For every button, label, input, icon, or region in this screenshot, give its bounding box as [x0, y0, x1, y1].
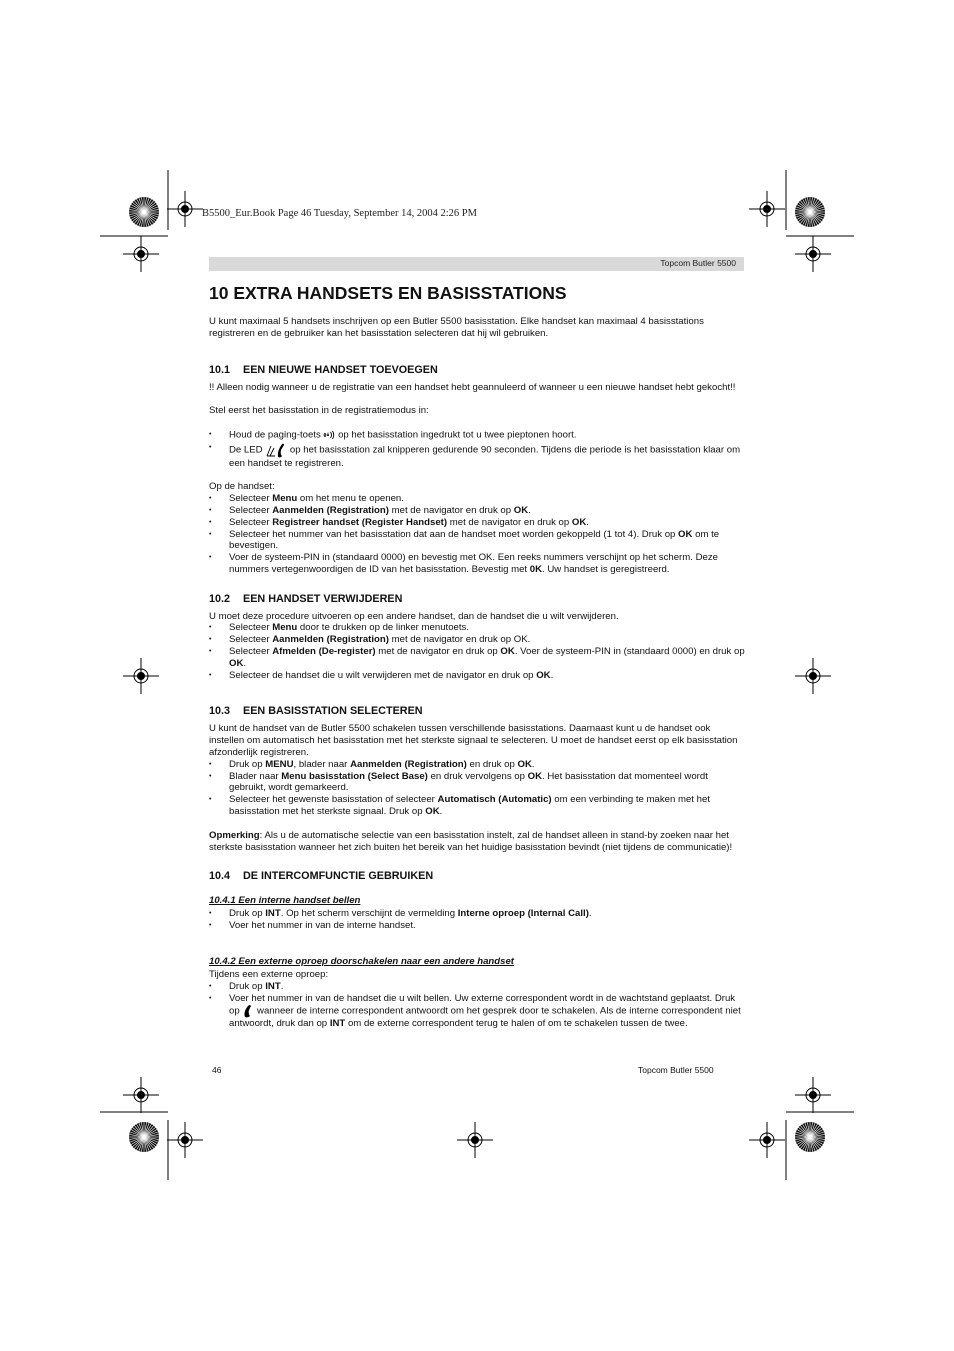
base-steps [209, 429, 745, 469]
handset-steps [209, 493, 745, 576]
section-10-2-intro: U moet deze procedure uitvoeren op een andere handset, dan de handset die u wilt verwijderen. [209, 610, 619, 622]
crosshair-target [123, 236, 159, 272]
footer-title: Topcom Butler 5500 [638, 1065, 714, 1075]
list-item: • Blader naar Menu basisstation (Select Base) en druk vervolgens op OK. Het basisstation dat momenteel wordt gebruikt, wordt gemarkeerd. [209, 771, 745, 795]
section-10-3-intro: U kunt de handset van de Butler 5500 schakelen tussen verschillende basisstations. Daarnaast kunt u de handset ook instellen om automatisch het basisstation met het sterkste signaal te selecteren. U moet de handset eerst op elk basisstation afzonderlijk registreren. [209, 723, 738, 759]
section-10-3-title: 10.3 EEN BASISSTATION SELECTEREN [209, 705, 423, 718]
page-content [209, 280, 745, 1030]
list-item: • Voer het nummer in van de handset die u wilt bellen. Uw externe correspondent wordt in de wachtstand geplaatst. Druk op wanneer de interne correspondent antwoordt om het gesprek door te schakelen. Als de interne correspondent niet antwoordt, druk dan op INT om de externe correspondent terug te halen of om te schakelen tussen de twee. [209, 993, 745, 1031]
list-item: • Houd de paging-toets op het basisstation ingedrukt tot u twee pieptonen hoort. [209, 429, 745, 441]
handset-intro: Op de handset: [209, 481, 275, 493]
list-item: • Voer het nummer in van de interne handset. [209, 920, 745, 932]
paging-icon [323, 429, 335, 441]
page-number: 46 [212, 1065, 222, 1075]
list-item: • Selecteer Registreer handset (Register Handset) met de navigator en druk op OK. [209, 517, 745, 529]
internal-call-steps [209, 908, 745, 932]
chapter-title: 10 EXTRA HANDSETS EN BASISSTATIONS [209, 283, 567, 303]
crosshair-target [749, 191, 785, 227]
star-wheel-mark [129, 197, 159, 227]
subsection-10-4-1-title: 10.4.1 Een interne handset bellen [209, 895, 361, 907]
list-item: • Selecteer het nummer van het basisstation dat aan de handset moet worden gekoppeld (1 tot 4). Druk op OK om te bevestigen. [209, 529, 745, 553]
remove-steps [209, 622, 745, 681]
chapter-intro: U kunt maximaal 5 handsets inschrijven op een Butler 5500 basisstation. Elke handset kan maximaal 4 basisstations registreren en de gebruiker kan het basisstation selecteren dat hij wil gebruiken. [209, 316, 704, 339]
list-item: • Selecteer Aanmelden (Registration) met de navigator en druk op OK. [209, 634, 745, 646]
star-wheel-mark [795, 197, 825, 227]
crosshair-target [167, 191, 203, 227]
list-item: • Druk op MENU, blader naar Aanmelden (Registration) en druk op OK. [209, 759, 745, 771]
handset-icon [242, 1004, 254, 1018]
section-10-1-note: !! Alleen nodig wanneer u de registratie van een handset hebt geannuleerd of wanneer u een nieuwe handset hebt gekocht!! [209, 381, 736, 393]
remark: Opmerking: Als u de automatische selectie van een basisstation instelt, zal de handset alleen in stand-by zoeken naar het sterkste basisstation wanneer het zich buiten het bereik van het huidige basisstation bevindt (niet tijdens de communicatie)! [209, 829, 733, 853]
star-wheel-mark [129, 1122, 159, 1152]
transfer-intro: Tijdens een externe oproep: [209, 969, 329, 981]
header-title: Topcom Butler 5500 [660, 258, 736, 268]
crosshair-target [457, 1122, 493, 1158]
print-info: B5500_Eur.Book Page 46 Tuesday, September 14, 2004 2:26 PM [202, 208, 477, 219]
transfer-steps [209, 981, 745, 1030]
list-item: • Druk op INT. Op het scherm verschijnt de vermelding Interne oproep (Internal Call). [209, 908, 745, 920]
list-item: • Selecteer het gewenste basisstation of selecteer Automatisch (Automatic) om een verbinding te maken met het basisstation met het sterkste signaal. Druk op OK. [209, 794, 745, 818]
list-item: • De LED op het basisstation zal knipperen gedurende 90 seconden. Tijdens die periode is het basisstation klaar om een handset te registreren. [209, 442, 745, 470]
section-10-1-title: 10.1 EEN NIEUWE HANDSET TOEVOEGEN [209, 363, 438, 376]
subsection-10-4-2-title: 10.4.2 Een externe oproep doorschakelen naar een andere handset [209, 956, 514, 968]
list-item: • Voer de systeem-PIN in (standaard 0000) en bevestig met OK. Een reeks nummers verschijnt op het scherm. Deze nummers vertegenwoordigen de ID van het basisstation. Bevestig met 0K. Uw handset is geregistreerd. [209, 552, 745, 576]
crosshair-target [749, 1122, 785, 1158]
list-item: • Selecteer de handset die u wilt verwijderen met de navigator en druk op OK. [209, 670, 745, 682]
crosshair-target [795, 1077, 831, 1113]
crosshair-target [167, 1122, 203, 1158]
list-item: • Selecteer Menu door te drukken op de linker menutoets. [209, 622, 745, 634]
list-item: • Selecteer Aanmelden (Registration) met de navigator en druk op OK. [209, 505, 745, 517]
base-intro: Stel eerst het basisstation in de registratiemodus in: [209, 405, 429, 417]
section-10-2-title: 10.2 EEN HANDSET VERWIJDEREN [209, 592, 403, 605]
section-10-4-title: 10.4 DE INTERCOMFUNCTIE GEBRUIKEN [209, 870, 434, 883]
led-handset-icon [265, 442, 287, 458]
star-wheel-mark [795, 1122, 825, 1152]
list-item: • Selecteer Menu om het menu te openen. [209, 493, 745, 505]
crosshair-target [123, 658, 159, 694]
crosshair-target [795, 658, 831, 694]
running-header [209, 257, 744, 271]
list-item: • Druk op INT. [209, 981, 745, 993]
crosshair-target [795, 236, 831, 272]
select-base-steps [209, 759, 745, 818]
list-item: • Selecteer Afmelden (De-register) met de navigator en druk op OK. Voer de systeem-PIN in (standaard 0000) en druk op OK. [209, 646, 745, 670]
crosshair-target [123, 1077, 159, 1113]
